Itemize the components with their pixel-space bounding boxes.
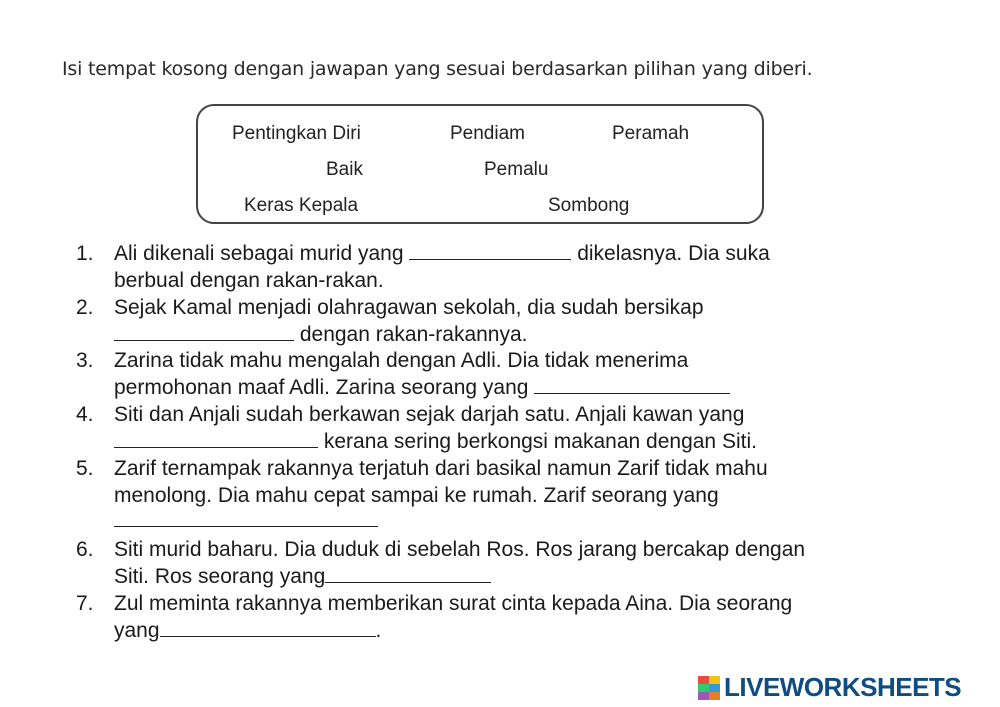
- question-6-continued: [114, 564, 491, 590]
- question-text: Ali dikenali sebagai murid yang: [114, 242, 404, 265]
- answer-blank-3[interactable]: [534, 375, 730, 394]
- question-text: yang: [114, 619, 160, 642]
- question-5: [76, 456, 768, 482]
- option-pentingkan-diri: Pentingkan Diri: [232, 123, 361, 144]
- question-7-continued: [114, 618, 381, 644]
- question-text: Siti. Ros seorang yang: [114, 565, 326, 588]
- option-pemalu: Pemalu: [484, 159, 549, 180]
- question-6: [76, 537, 805, 563]
- question-5-continued: menolong. Dia mahu cepat sampai ke rumah. Zarif seorang yang: [114, 484, 719, 507]
- question-1-continued: berbual dengan rakan-rakan.: [114, 269, 384, 292]
- question-text: Sejak Kamal menjadi olahragawan sekolah, dia sudah bersikap: [114, 296, 704, 319]
- answer-blank-2[interactable]: [114, 322, 294, 341]
- option-peramah: Peramah: [612, 123, 690, 144]
- question-text: permohonan maaf Adli. Zarina seorang yang: [114, 376, 529, 399]
- question-number: 1.: [76, 242, 94, 265]
- question-text: .: [375, 619, 382, 642]
- question-3-continued: [114, 375, 730, 401]
- liveworksheets-logo: [698, 672, 961, 703]
- question-text: dikelasnya. Dia suka: [577, 242, 770, 265]
- question-number: 7.: [76, 592, 94, 615]
- answer-blank-4[interactable]: [114, 429, 318, 448]
- question-text: Zul meminta rakannya memberikan surat cinta kepada Aina. Dia seorang: [114, 592, 793, 615]
- question-4-continued: [114, 429, 757, 455]
- question-number: 4.: [76, 403, 94, 426]
- option-keras-kepala: Keras Kepala: [244, 195, 359, 216]
- question-number: 5.: [76, 457, 94, 480]
- option-baik: Baik: [326, 159, 363, 180]
- question-number: 6.: [76, 538, 94, 561]
- question-text: dengan rakan-rakannya.: [299, 323, 528, 346]
- question-text: kerana sering berkongsi makanan dengan Siti.: [323, 430, 757, 453]
- answer-blank-6[interactable]: [325, 564, 491, 583]
- option-sombong: Sombong: [548, 195, 630, 216]
- question-5-blank-line: [114, 508, 378, 534]
- option-pendiam: Pendiam: [450, 123, 525, 144]
- question-1: [76, 241, 770, 267]
- brand-name: LIVEWORKSHEETS: [724, 672, 962, 702]
- question-2: [76, 295, 704, 321]
- answer-blank-7[interactable]: [160, 618, 376, 637]
- question-text: Siti murid baharu. Dia duduk di sebelah Ros. Ros jarang bercakap dengan: [114, 538, 806, 561]
- question-text: Siti dan Anjali sudah berkawan sejak darjah satu. Anjali kawan yang: [114, 403, 745, 426]
- answer-blank-5[interactable]: [114, 508, 378, 527]
- question-number: 2.: [76, 296, 94, 319]
- question-4: [76, 402, 744, 428]
- liveworksheets-icon: [698, 676, 720, 700]
- question-7: [76, 591, 792, 617]
- question-text: Zarif ternampak rakannya terjatuh dari basikal namun Zarif tidak mahu: [114, 457, 768, 480]
- answer-blank-1[interactable]: [409, 241, 571, 260]
- question-text: Zarina tidak mahu mengalah dengan Adli. Dia tidak menerima: [114, 349, 689, 372]
- question-2-continued: [114, 322, 528, 348]
- question-number: 3.: [76, 349, 94, 372]
- question-3: [76, 348, 688, 374]
- instruction-text: Isi tempat kosong dengan jawapan yang sesuai berdasarkan pilihan yang diberi.: [62, 58, 813, 80]
